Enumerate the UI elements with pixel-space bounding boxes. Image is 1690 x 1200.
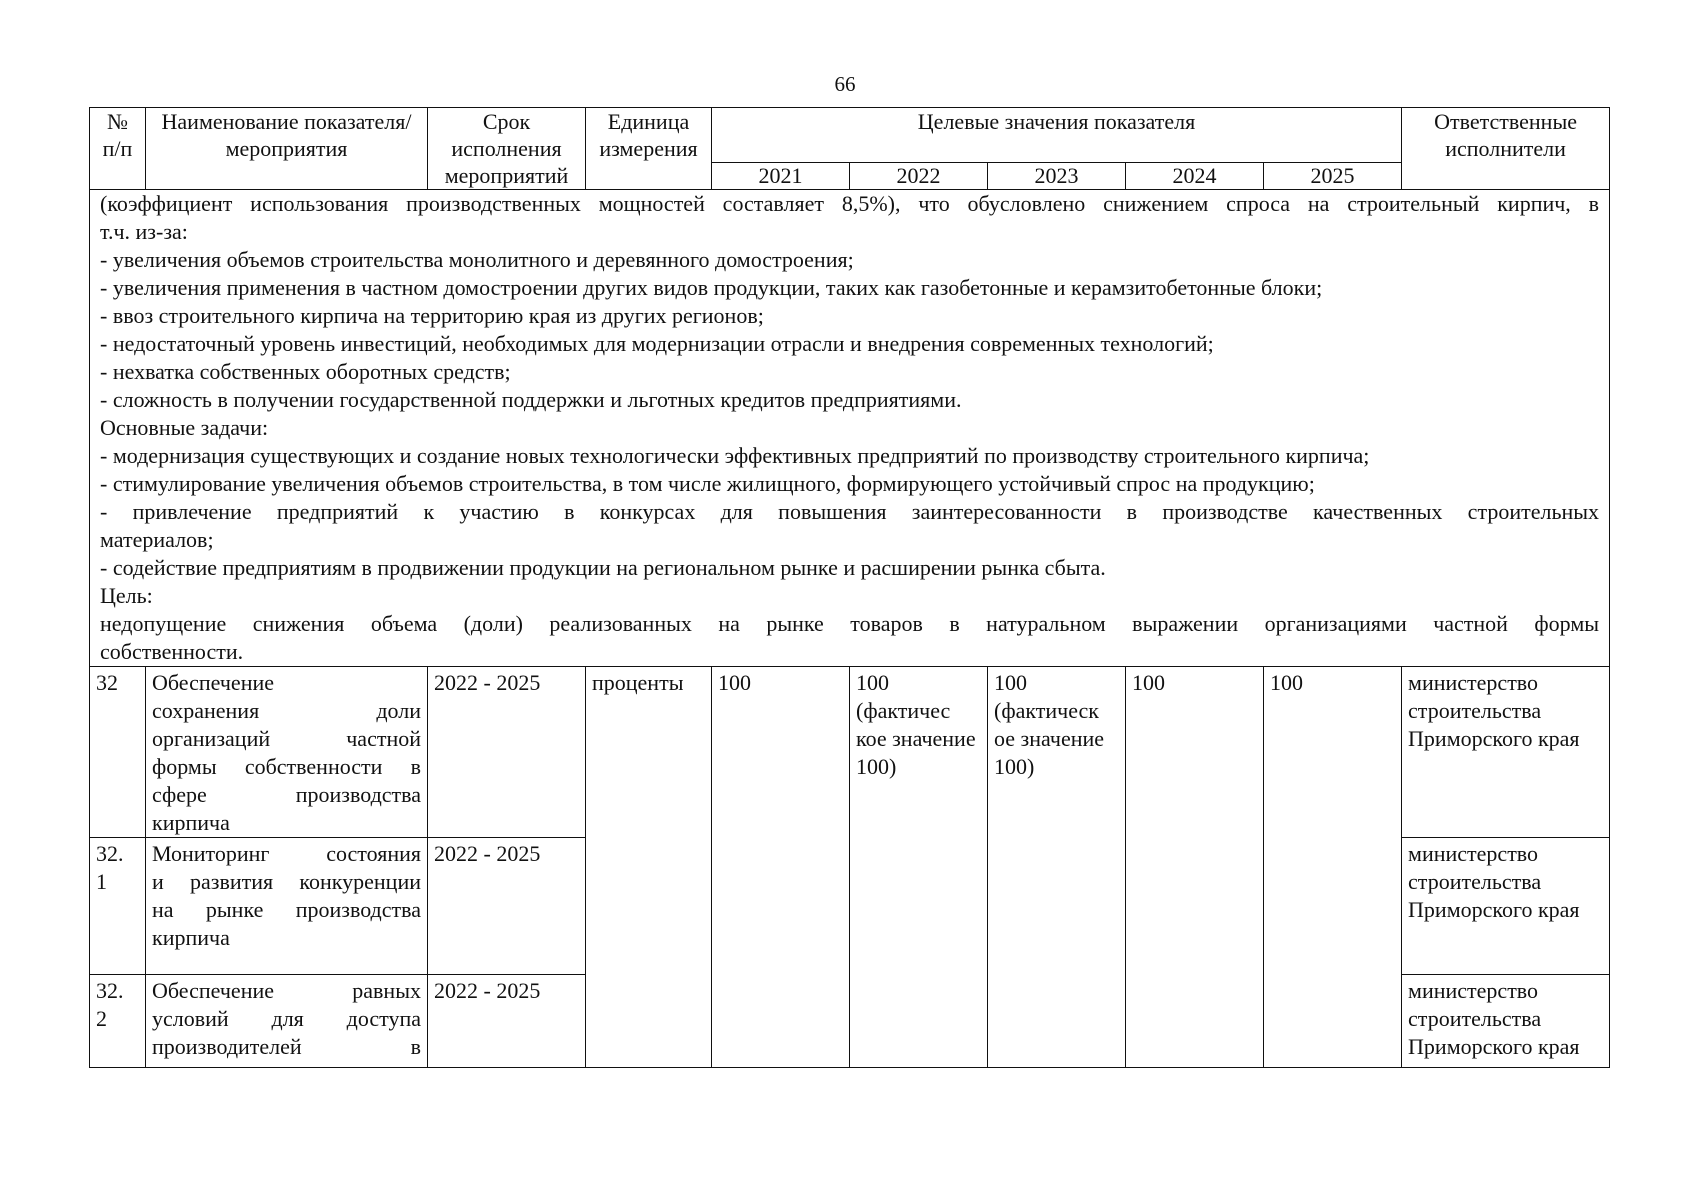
row-name-line: сфере производства: [152, 782, 421, 807]
text-line: - модернизация существующих и создание новых технологически эффективных предприятий по производству строительного кирпича;: [100, 443, 1370, 468]
row-term: 2022 - 2025: [428, 667, 586, 838]
row-value-2022: 100 (фактичес кое значение 100): [850, 667, 988, 1068]
text-block-row: [90, 190, 1610, 667]
row-value-2023: 100 (фактическ ое значение 100): [988, 667, 1126, 1068]
row-value-2025: 100: [1264, 667, 1402, 1068]
year-2024: 2024: [1126, 163, 1264, 190]
text-block: [90, 190, 1610, 667]
row-name-line: Обеспечение равных: [152, 978, 421, 1003]
year-2025: 2025: [1264, 163, 1402, 190]
row-name-line: кирпича: [152, 810, 230, 835]
row-name-line: сохранения доли: [152, 698, 421, 723]
text-line: т.ч. из-за:: [100, 219, 188, 244]
row-responsible: министерство строительства Приморского края: [1402, 975, 1610, 1068]
header-unit: Единица измерения: [586, 108, 712, 190]
indicators-table: [89, 107, 1610, 1068]
row-name: [146, 667, 428, 838]
text-line: - нехватка собственных оборотных средств;: [100, 359, 511, 384]
row-name-line: производителей в: [152, 1034, 421, 1059]
row-name-line: формы собственности в: [152, 754, 421, 779]
row-responsible: министерство строительства Приморского края: [1402, 838, 1610, 975]
row-value-2024: 100: [1126, 667, 1264, 1068]
row-unit: проценты: [586, 667, 712, 1068]
text-line: - увеличения объемов строительства монолитного и деревянного домостроения;: [100, 247, 854, 272]
text-line: собственности.: [100, 639, 244, 664]
text-line: недопущение снижения объема (доли) реализованных на рынке товаров в натуральном выражении организациями частной формы: [100, 611, 1600, 636]
row-name-line: и развития конкуренции: [152, 869, 421, 894]
text-line: - содействие предприятиям в продвижении продукции на региональном рынке и расширении рынка сбыта.: [100, 555, 1106, 580]
header-no: № п/п: [90, 108, 146, 190]
text-line: - сложность в получении государственной поддержки и льготных кредитов предприятиями.: [100, 387, 962, 412]
text-heading-tasks: Основные задачи:: [100, 415, 269, 440]
row-name: [146, 975, 428, 1068]
text-line: - недостаточный уровень инвестиций, необходимых для модернизации отрасли и внедрения современных технологий;: [100, 331, 1214, 356]
text-line: - ввоз строительного кирпича на территорию края из других регионов;: [100, 303, 764, 328]
row-no: 32. 2: [90, 975, 146, 1068]
text-line: материалов;: [100, 527, 214, 552]
header-row: [90, 108, 1610, 163]
row-term: 2022 - 2025: [428, 838, 586, 975]
header-name: Наименование показателя/мероприятия: [146, 108, 428, 190]
row-no: 32: [90, 667, 146, 838]
text-heading-goal: Цель:: [100, 583, 153, 608]
header-responsible: Ответственные исполнители: [1402, 108, 1610, 190]
page-number: 66: [834, 72, 856, 96]
year-2021: 2021: [712, 163, 850, 190]
row-name-line: Мониторинг состояния: [152, 841, 421, 866]
table-row-32: [90, 667, 1610, 838]
header-term: Срок исполнения мероприятий: [428, 108, 586, 190]
row-name: [146, 838, 428, 975]
year-2022: 2022: [850, 163, 988, 190]
row-no: 32. 1: [90, 838, 146, 975]
row-responsible: министерство строительства Приморского края: [1402, 667, 1610, 838]
row-name-line: Обеспечение: [152, 670, 274, 695]
text-line: - стимулирование увеличения объемов строительства, в том числе жилищного, формирующего устойчивый спрос на продукцию;: [100, 471, 1315, 496]
row-name-line: на рынке производства кирпича: [152, 897, 421, 950]
row-name-line: организаций частной: [152, 726, 421, 751]
year-2023: 2023: [988, 163, 1126, 190]
header-targets: Целевые значения показателя: [712, 108, 1402, 163]
row-name-line: условий для доступа: [152, 1006, 421, 1031]
text-line: - привлечение предприятий к участию в конкурсах для повышения заинтересованности в производстве качественных строительных: [100, 499, 1600, 524]
row-value-2021: 100: [712, 667, 850, 1068]
row-term: 2022 - 2025: [428, 975, 586, 1068]
text-line: - увеличения применения в частном домостроении других видов продукции, таких как газобетонные и керамзитобетонные блоки;: [100, 275, 1323, 300]
text-line: (коэффициент использования производственных мощностей составляет 8,5%), что обусловлено снижением спроса на строительный кирпич, в: [100, 191, 1600, 216]
